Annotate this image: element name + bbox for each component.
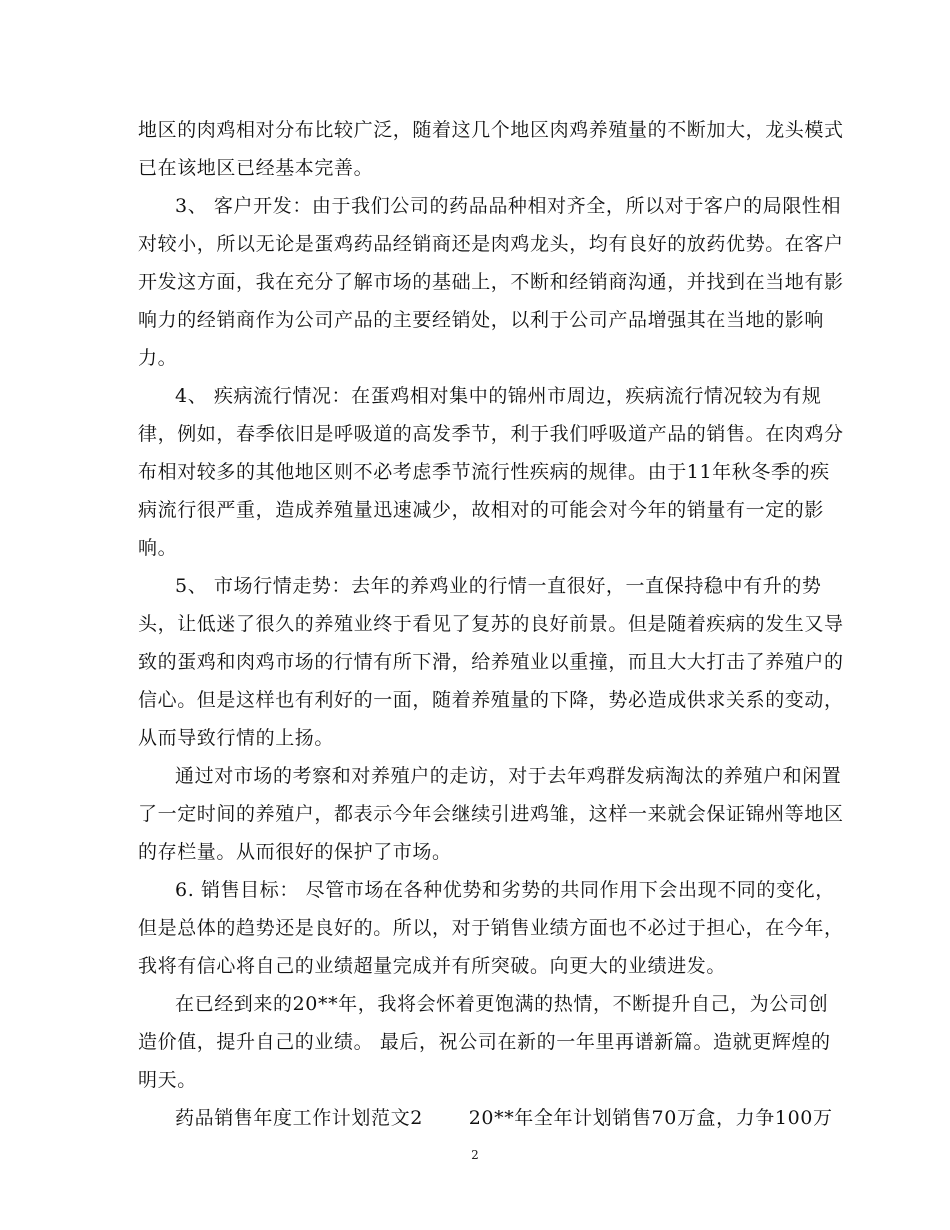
text-line-2: 已在该地区已经基本完善。 (138, 157, 374, 179)
text-line-25: 造价值，提升自己的业绩。 最后，祝公司在新的一年里再谱新篇。造就更辉煌的 (138, 1031, 831, 1053)
text-line-12: 响。 (138, 537, 178, 559)
text-line-7: 力。 (138, 347, 178, 369)
text-line-27: 药品销售年度工作计划范文2 20**年全年计划销售70万盒，力争100万 (175, 1107, 833, 1129)
text-line-5: 开发这方面，我在充分了解市场的基础上，不断和经销商沟通，并找到在当地有影 (138, 271, 844, 293)
text-line-4: 对较小，所以无论是蛋鸡药品经销商还是肉鸡龙头，均有良好的放药优势。在客户 (138, 233, 844, 255)
text-line-16: 信心。但是这样也有利好的一面，随着养殖量的下降，势必造成供求关系的变动， (138, 689, 844, 711)
page-number: 2 (471, 1148, 479, 1162)
text-line-19: 了一定时间的养殖户，都表示今年会继续引进鸡雏，这样一来就会保证锦州等地区 (138, 803, 844, 825)
text-line-14: 头，让低迷了很久的养殖业终于看见了复苏的良好前景。但是随着疾病的发生又导 (138, 613, 844, 635)
text-line-1: 地区的肉鸡相对分布比较广泛，随着这几个地区肉鸡养殖量的不断加大，龙头模式 (138, 119, 844, 141)
text-line-3: 3、 客户开发：由于我们公司的药品品种相对齐全，所以对于客户的局限性相 (175, 195, 842, 217)
text-line-18: 通过对市场的考察和对养殖户的走访，对于去年鸡群发病淘汰的养殖户和闲置 (175, 765, 842, 787)
text-line-8: 4、 疾病流行情况：在蛋鸡相对集中的锦州市周边，疾病流行情况较为有规 (175, 385, 822, 407)
text-line-20: 的存栏量。从而很好的保护了市场。 (138, 841, 452, 863)
text-line-24: 在已经到来的20**年，我将会怀着更饱满的热情，不断提升自己，为公司创 (175, 993, 829, 1015)
text-line-6: 响力的经销商作为公司产品的主要经销处，以利于公司产品增强其在当地的影响 (138, 309, 825, 331)
text-line-26: 明天。 (138, 1069, 197, 1091)
text-line-10: 布相对较多的其他地区则不必考虑季节流行性疾病的规律。由于11年秋冬季的疾 (138, 461, 830, 483)
text-line-11: 病流行很严重，造成养殖量迅速减少，故相对的可能会对今年的销量有一定的影 (138, 499, 825, 521)
text-line-17: 从而导致行情的上扬。 (138, 727, 335, 749)
text-line-22: 但是总体的趋势还是良好的。所以，对于销售业绩方面也不必过于担心，在今年， (138, 917, 844, 939)
text-line-15: 致的蛋鸡和肉鸡市场的行情有所下滑，给养殖业以重撞，而且大大打击了养殖户的 (138, 651, 844, 673)
text-line-9: 律，例如，春季依旧是呼吸道的高发季节，利于我们呼吸道产品的销售。在肉鸡分 (138, 423, 844, 445)
text-line-23: 我将有信心将自己的业绩超量完成并有所突破。向更大的业绩进发。 (138, 955, 727, 977)
text-line-13: 5、 市场行情走势：去年的养鸡业的行情一直很好，一直保持稳中有升的势 (175, 575, 822, 597)
text-line-21: 6. 销售目标： 尽管市场在各种优势和劣势的共同作用下会出现不同的变化， (175, 879, 835, 901)
